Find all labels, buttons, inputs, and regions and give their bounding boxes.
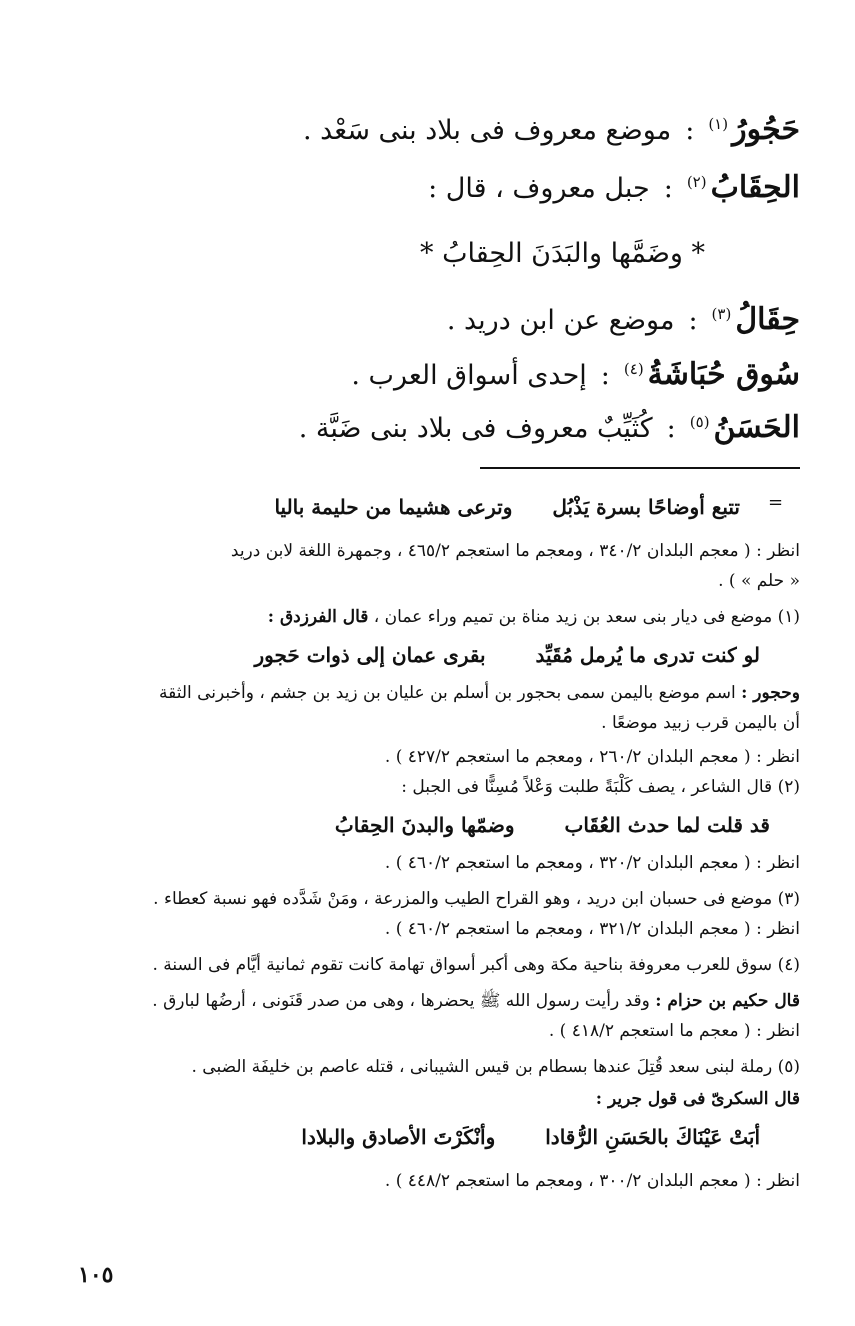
note-line: أن باليمن قرب زبيد موضعًا . xyxy=(601,713,800,733)
footnote-marker: (٥) xyxy=(689,413,710,431)
note-line: (١) موضع فى ديار بنى سعد بن زيد مناة بن تميم وراء عمان ، قال الفرزدق : xyxy=(267,607,800,627)
note-line: انظر : ( معجم ما استعجم ٤١٨/٢ ) . xyxy=(548,1021,800,1041)
entry-headword: سُوق حُبَاشَةُ xyxy=(647,357,800,392)
note-line: انظر : ( معجم البلدان ٣٤٠/٢ ، ومعجم ما استعجم ٤٦٥/٢ ، وجمهرة اللغة لابن دريد xyxy=(230,541,800,561)
footnote-marker: (٣) xyxy=(711,305,732,323)
note-line: قال حكيم بن حزام : وقد رأيت رسول الله ﷺ يحضرها ، وهى من صدر قَنَونى ، أرضُها لبارق . xyxy=(152,991,800,1011)
verse-line: أبَتْ عَيْنَاكَ بالحَسَنِ الرُّقاداوأنْكَرْتَ الأصادق والبلادا xyxy=(301,1125,760,1149)
note-line: (٥) رملة لبنى سعد قُتِلَ عندها بسطام بن قيس الشيبانى ، قتله عاصم بن خليفَة الضبى . xyxy=(191,1057,800,1077)
entry-text: جبل معروف ، قال : xyxy=(428,173,650,204)
note-line: (٣) موضع فى حسبان ابن دريد ، وهو القراح الطيب والمزرعة ، ومَنْ شَدَّده فهو نسبة كعطاء . xyxy=(153,889,800,909)
entry-text: إحدى أسواق العرب . xyxy=(351,360,587,391)
footnote-marker: (١) xyxy=(708,115,729,133)
entry-text: كُثَيِّبٌ معروف فى بلاد بنى ضَبَّة . xyxy=(298,413,653,444)
entry-hasan: الحَسَنُ$^{(٥)}$:كُثَيِّبٌ معروف فى بلاد بنى ضَبَّة . xyxy=(298,410,800,445)
page-number: ١٠٥ xyxy=(78,1262,114,1288)
note-line: « حلم » ) . xyxy=(718,571,800,591)
entry-hiqal: حِقَالُ$^{(٣)}$:موضع عن ابن دريد . xyxy=(446,302,800,337)
note-line: وحجور : اسم موضع باليمن سمى بحجور بن أسلم بن عليان بن زيد بن جشم ، وأخبرنى الثقة xyxy=(158,683,800,703)
entry-headword: حَجُورُ xyxy=(732,112,800,147)
entry-headword: الحِقَابُ xyxy=(710,170,800,205)
note-line: انظر : ( معجم البلدان ٣٠٠/٢ ، ومعجم ما استعجم ٤٤٨/٢ ) . xyxy=(384,1171,800,1191)
continuation-mark: = xyxy=(768,492,784,513)
entry-hiqab: الحِقَابُ$^{(٢)}$:جبل معروف ، قال : xyxy=(428,170,800,205)
note-line: انظر : ( معجم البلدان ٣٢٠/٢ ، ومعجم ما استعجم ٤٦٠/٢ ) . xyxy=(384,853,800,873)
entry-headword: حِقَالُ xyxy=(735,302,800,337)
entry-text: موضع معروف فى بلاد بنى سَعْد . xyxy=(302,115,672,146)
entry-hajur: حَجُورُ$^{(١)}$:موضع معروف فى بلاد بنى سَعْد . xyxy=(302,112,800,147)
entry-headword: الحَسَنُ xyxy=(713,410,800,445)
footnote-marker: (٢) xyxy=(686,173,707,191)
footnote-marker: (٤) xyxy=(623,360,644,378)
verse-line: لو كنت تدرى ما يُرمل مُقَيِّدبقرى عمان إلى ذوات حَجور xyxy=(254,643,760,667)
footnote-divider xyxy=(480,467,800,469)
note-line: انظر : ( معجم البلدان ٢٦٠/٢ ، ومعجم ما استعجم ٤٢٧/٢ ) . xyxy=(384,747,800,767)
verse-line: تتبع أوضاحًا بسرة يَذْبُلوترعى هشيما من حليمة باليا xyxy=(274,495,740,519)
verse-quote: * وضَمَّها والبَدَنَ الحِقابُ * xyxy=(420,238,705,269)
entry-text: موضع عن ابن دريد . xyxy=(446,305,675,336)
note-line: انظر : ( معجم البلدان ٣٢١/٢ ، ومعجم ما استعجم ٤٦٠/٢ ) . xyxy=(384,919,800,939)
entry-suq-hubasha: سُوق حُبَاشَةُ$^{(٤)}$:إحدى أسواق العرب . xyxy=(351,357,800,392)
note-line: (٤) سوق للعرب معروفة بناحية مكة وهى أكبر أسواق تهامة كانت تقوم ثمانية أيَّام فى السنة . xyxy=(152,955,800,975)
note-line: قال السكرىّ فى قول جرير : xyxy=(595,1089,800,1109)
verse-line: قد قلت لما حدث العُقَابوضمّها والبدنَ الحِقابُ xyxy=(334,813,770,837)
note-line: (٢) قال الشاعر ، يصف كَلْبَةً طلبت وَعْلاً مُسِنًّا فى الجبل : xyxy=(401,777,800,797)
